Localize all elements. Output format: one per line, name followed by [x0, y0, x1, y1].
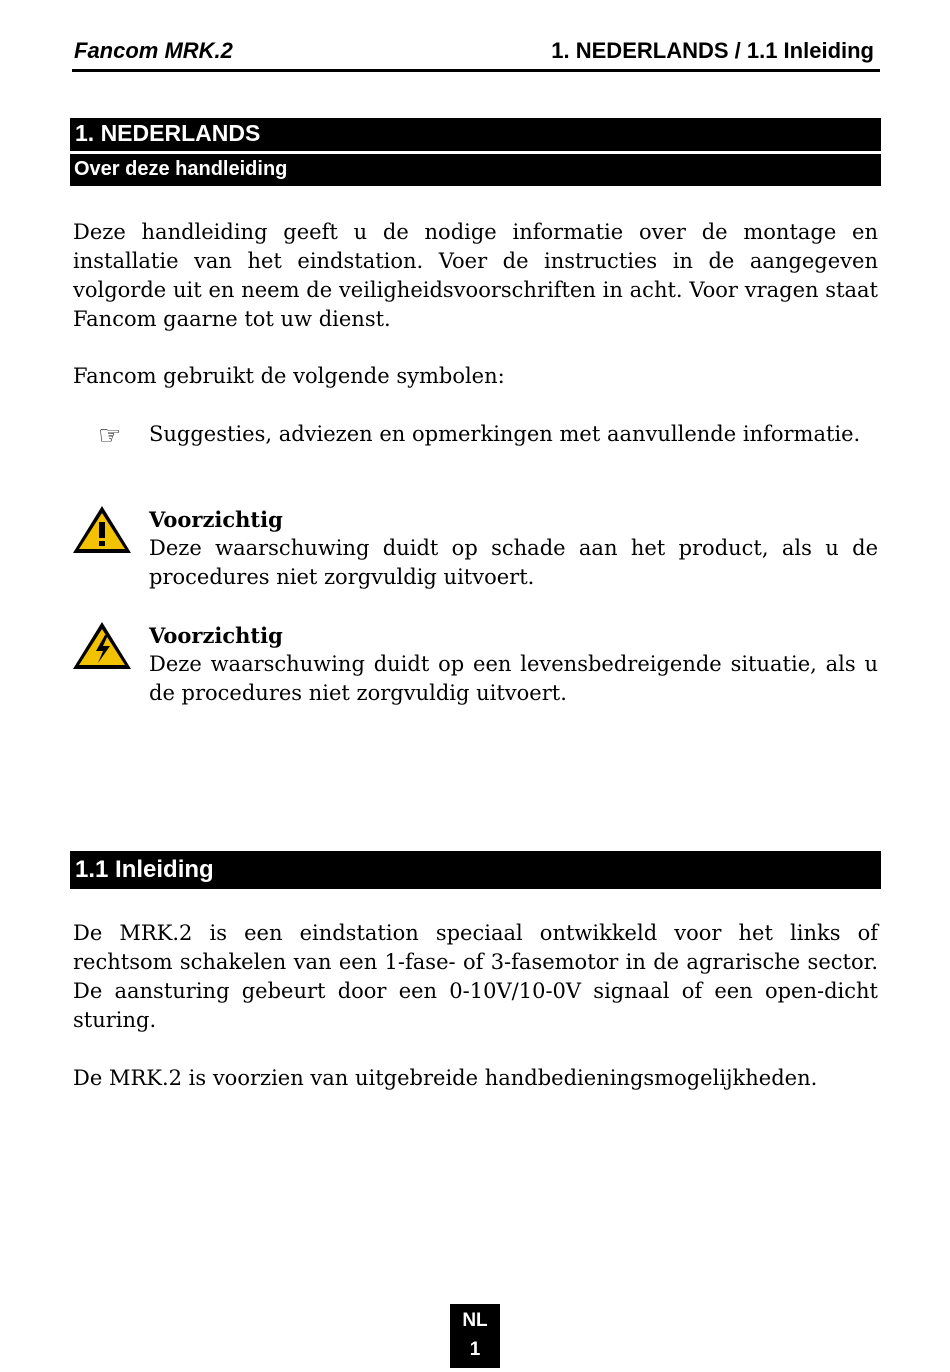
section-path: 1. NEDERLANDS / 1.1 Inleiding	[551, 38, 874, 63]
page-number: 1	[469, 1339, 481, 1360]
symbol-row-caution-product	[72, 505, 878, 595]
intro-paragraph: Deze handleiding geeft u de nodige informatie over de montage en installatie van het eindstation. Voer de instructies in de aangegeven volgorde uit en neem de veiligheidsvoorschriften in acht. Voor vragen staat Fancom gaarne tot uw dienst.	[73, 220, 878, 331]
warning-exclamation-icon	[72, 505, 132, 555]
doc-title: Fancom MRK.2	[74, 38, 233, 63]
language-code: NL	[462, 1310, 488, 1331]
symbol-caution-heading: Voorzichtig	[149, 507, 283, 532]
symbol-row-tip	[72, 420, 878, 480]
section-heading-inleiding: 1.1 Inleiding	[70, 851, 881, 889]
symbol-tip-text: Suggesties, adviezen en opmerkingen met aanvullende informatie.	[149, 422, 861, 446]
pointing-hand-icon: ☞	[98, 421, 122, 451]
symbol-caution-heading: Voorzichtig	[149, 623, 283, 648]
section-heading-nederlands: 1. NEDERLANDS	[70, 118, 881, 151]
symbol-caution-life-text: Deze waarschuwing duidt op een levensbedreigende situatie, als u de procedures niet zorgvuldig uitvoert.	[149, 652, 878, 705]
inleiding-paragraph-2: De MRK.2 is voorzien van uitgebreide handbedieningsmogelijkheden.	[73, 1066, 818, 1090]
warning-lightning-icon	[72, 621, 132, 671]
page-number-badge	[450, 1304, 500, 1368]
subsection-heading-manual: Over deze handleiding	[70, 154, 881, 186]
page-header	[72, 38, 880, 72]
symbol-row-caution-life	[72, 621, 878, 711]
symbol-caution-product-text: Deze waarschuwing duidt op schade aan het product, als u de procedures niet zorgvuldig uitvoert.	[149, 536, 878, 589]
inleiding-paragraph-1: De MRK.2 is een eindstation speciaal ontwikkeld voor het links of rechtsom schakelen van een 1-fase- of 3-fasemotor in de agrarische sector. De aansturing gebeurt door een 0-10V/10-0V signaal of een open-dicht sturing.	[73, 921, 878, 1032]
symbols-intro: Fancom gebruikt de volgende symbolen:	[73, 364, 505, 388]
